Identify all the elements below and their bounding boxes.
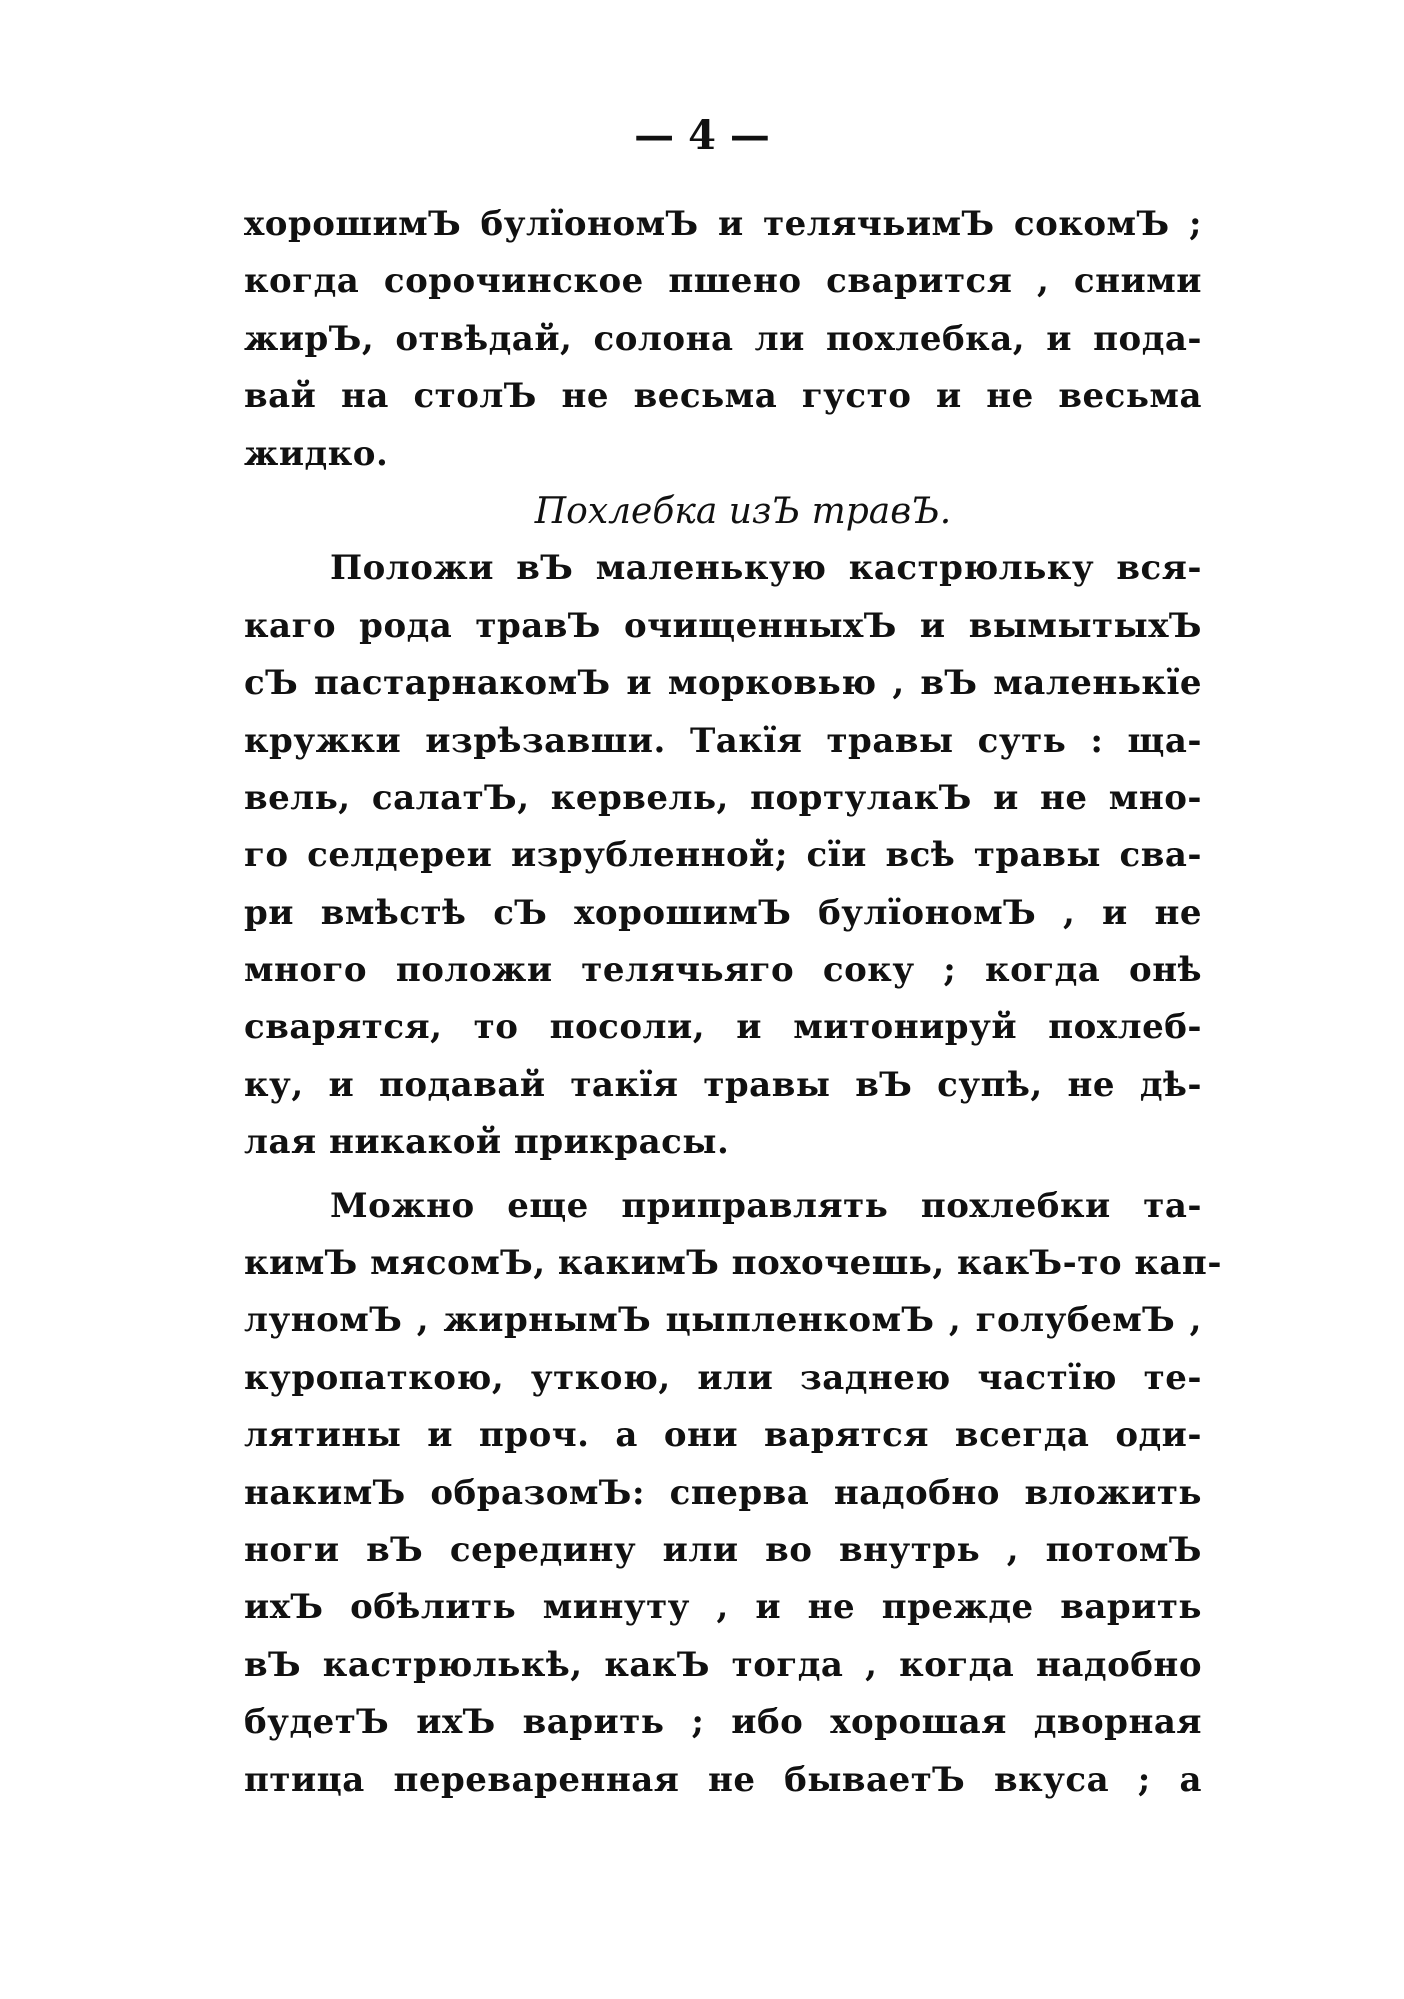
text-line: кружки изрѣзавши. Такїя травы суть : ща-: [244, 720, 1202, 761]
text-line: когда сорочинское пшено сварится , сними: [244, 261, 1202, 302]
page-number: — 4 —: [634, 112, 770, 159]
paragraph-1: [244, 196, 1202, 483]
text-line: ри вмѣстѣ сЪ хорошимЪ булїономЪ , и не: [244, 892, 1202, 933]
text-line: ихЪ обѣлить минуту , и не прежде варить: [244, 1587, 1202, 1628]
text-line: ку, и подавай такїя травы вЪ супѣ, не дѣ-: [244, 1064, 1202, 1105]
body-text: [244, 196, 1222, 1809]
text-line: будетЪ ихЪ варить ; ибо хорошая дворная: [244, 1702, 1202, 1743]
text-line: лая никакой прикрасы.: [244, 1122, 730, 1163]
text-line: много положи телячьяго соку ; когда онѣ: [244, 950, 1202, 991]
paragraph-3: [244, 1178, 1222, 1809]
text-line: вЪ кастрюлькѣ, какЪ тогда , когда надобно: [244, 1644, 1202, 1685]
text-line: птица переваренная не бываетЪ вкуса ; а: [244, 1759, 1202, 1800]
text-line: хорошимЪ булїономЪ и телячьимЪ сокомЪ ;: [244, 204, 1202, 244]
paragraph-2: [244, 540, 1202, 1171]
text-line: Можно еще приправлять похлебки та-: [330, 1185, 1202, 1226]
text-line: луномЪ , жирнымЪ цыпленкомЪ , голубемЪ ,: [244, 1300, 1202, 1341]
text-line: го селдереи изрубленной; сїи всѣ травы сва-: [244, 835, 1202, 876]
text-line: вай на столЪ не весьма густо и не весьма: [244, 376, 1202, 417]
text-line: кимЪ мясомЪ, какимЪ похочешь, какЪ-то кап-: [244, 1243, 1222, 1284]
text-line: Положи вЪ маленькую кастрюльку вся-: [330, 548, 1202, 589]
section-heading: Похлебка изЪ травЪ.: [534, 490, 952, 532]
text-line: вель, салатЪ, кервель, портулакЪ и не мно-: [244, 777, 1202, 818]
text-line: сЪ пастарнакомЪ и морковью , вЪ маленькїе: [244, 663, 1202, 704]
text-line: сварятся, то посоли, и митонируй похлеб-: [244, 1007, 1202, 1048]
text-line: жидко.: [244, 433, 389, 474]
text-line: куропаткою, уткою, или заднею частїю те-: [244, 1357, 1202, 1398]
text-line: лятины и проч. а они варятся всегда оди-: [244, 1415, 1202, 1456]
text-line: накимЪ образомЪ: сперва надобно вложить: [244, 1472, 1202, 1513]
text-line: каго рода травЪ очищенныхЪ и вымытыхЪ: [244, 605, 1202, 646]
text-line: ноги вЪ середину или во внутрь , потомЪ: [244, 1529, 1202, 1570]
text-line: жирЪ, отвѣдай, солона ли похлебка, и пода-: [244, 318, 1202, 359]
